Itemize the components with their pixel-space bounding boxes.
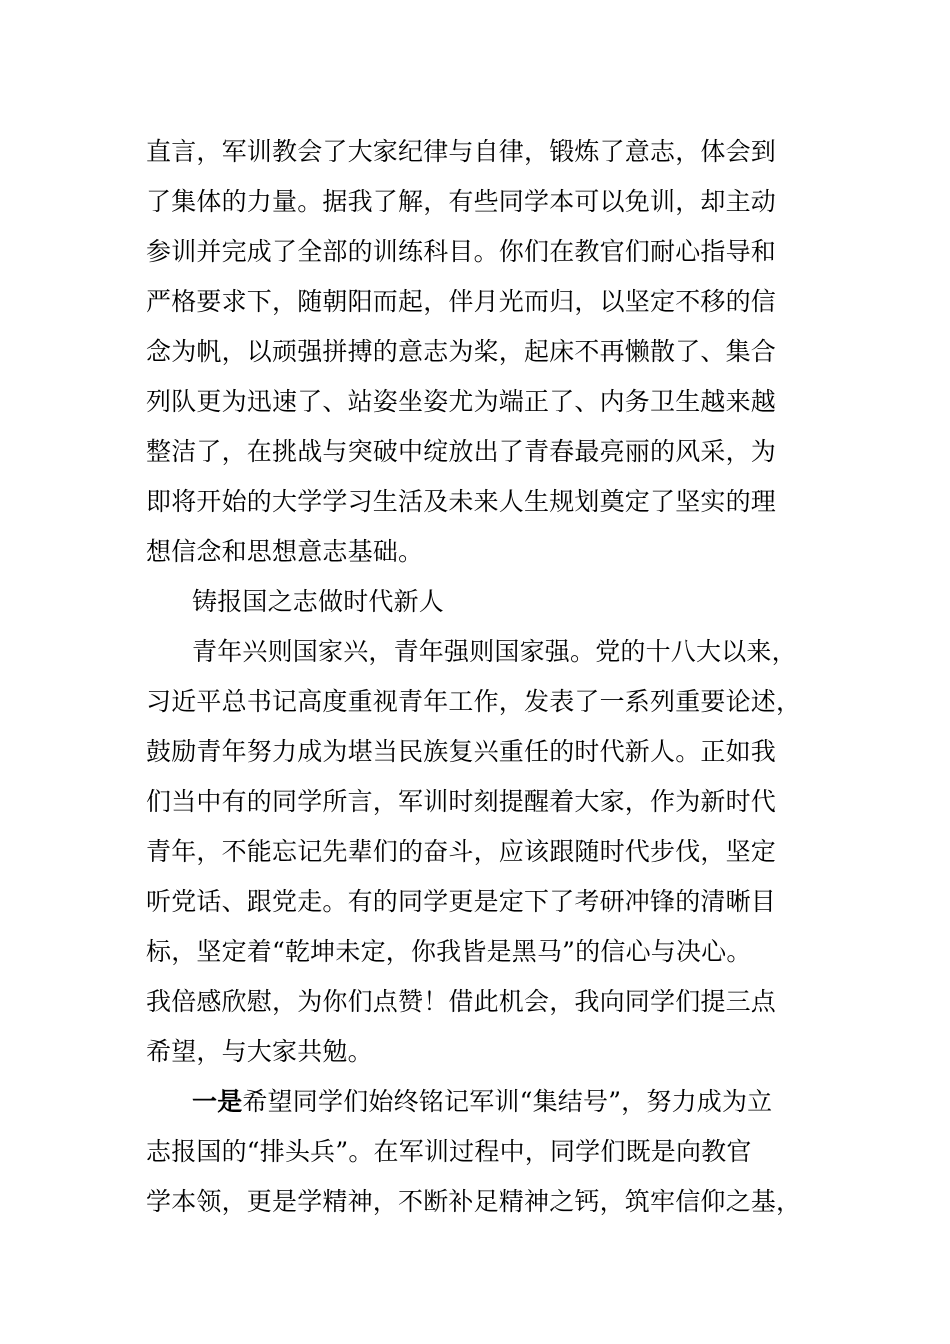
paragraph-line: 即将开始的大学学习生活及未来人生规划奠定了坚实的理 xyxy=(146,487,777,516)
paragraph-line: 直言，军训教会了大家纪律与自律，锻炼了意志，体会到 xyxy=(146,137,777,166)
paragraph-line: 学本领，更是学精神，不断补足精神之钙，筑牢信仰之基， xyxy=(146,1187,802,1216)
paragraph-line: 想信念和思想意志基础。 xyxy=(146,537,424,566)
paragraph-line: 希望，与大家共勉。 xyxy=(146,1037,373,1066)
paragraph-line: 习近平总书记高度重视青年工作，发表了一系列重要论述， xyxy=(146,687,802,716)
paragraph-text: 希望同学们始终铭记军训“集结号”，努力成为立 xyxy=(242,1087,773,1116)
emphasis-lead: 一是 xyxy=(192,1087,243,1116)
paragraph-line: 了集体的力量。据我了解，有些同学本可以免训，却主动 xyxy=(146,187,777,216)
paragraph-line: 我倍感欣慰，为你们点赞！借此机会，我向同学们提三点 xyxy=(146,987,777,1016)
paragraph-line: 念为帆，以顽强拼搏的意志为桨，起床不再懒散了、集合 xyxy=(146,337,777,366)
paragraph-line: 整洁了，在挑战与突破中绽放出了青春最亮丽的风采，为 xyxy=(146,437,777,466)
paragraph-line: 标，坚定着“乾坤未定，你我皆是黑马”的信心与决心。 xyxy=(146,937,752,966)
section-heading: 铸报国之志做时代新人 xyxy=(192,587,445,616)
paragraph-line: 参训并完成了全部的训练科目。你们在教官们耐心指导和 xyxy=(146,237,777,266)
paragraph-line-with-lead xyxy=(192,1085,772,1119)
paragraph-line: 们当中有的同学所言，军训时刻提醒着大家，作为新时代 xyxy=(146,787,777,816)
paragraph-line: 列队更为迅速了、站姿坐姿尤为端正了、内务卫生越来越 xyxy=(146,387,777,416)
paragraph-line: 志报国的“排头兵”。在军训过程中，同学们既是向教官 xyxy=(146,1137,752,1166)
paragraph-line: 严格要求下，随朝阳而起，伴月光而归，以坚定不移的信 xyxy=(146,287,777,316)
paragraph-line: 鼓励青年努力成为堪当民族复兴重任的时代新人。正如我 xyxy=(146,737,777,766)
paragraph-line: 听党话、跟党走。有的同学更是定下了考研冲锋的清晰目 xyxy=(146,887,777,916)
paragraph-line: 青年，不能忘记先辈们的奋斗，应该跟随时代步伐，坚定 xyxy=(146,837,777,866)
paragraph-line: 青年兴则国家兴，青年强则国家强。党的十八大以来， xyxy=(192,637,797,666)
